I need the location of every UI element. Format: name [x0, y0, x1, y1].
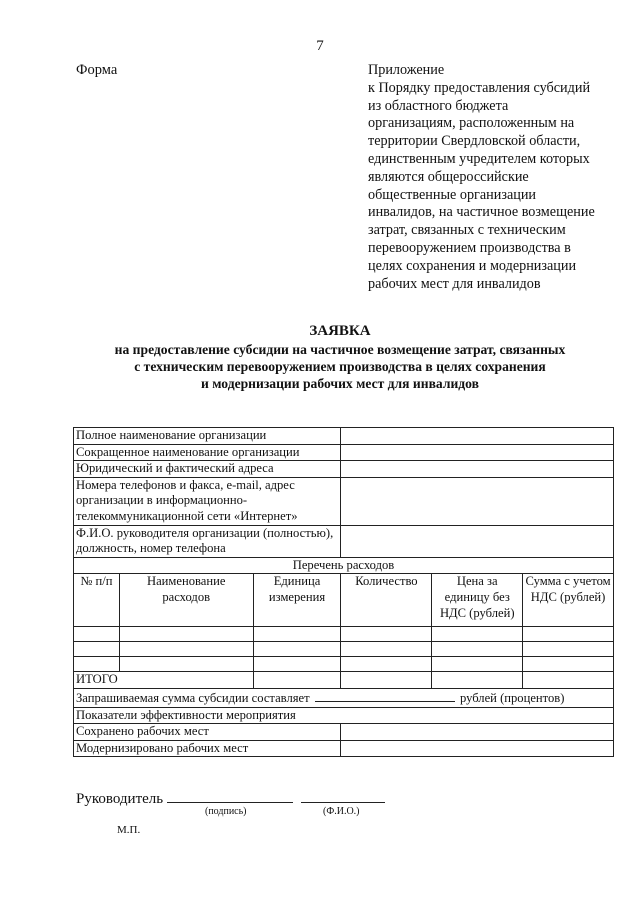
- indicator-value-cell[interactable]: [341, 724, 614, 741]
- appendix-line: целях сохранения и модернизации: [368, 257, 577, 274]
- table-cell[interactable]: [74, 627, 120, 642]
- requested-amount-unit: рублей (процентов): [459, 690, 565, 705]
- info-label: Ф.И.О. руководителя организации (полностью), должность, номер телефона: [74, 525, 341, 557]
- appendix-line: перевооружением производства в: [368, 239, 571, 256]
- table-cell[interactable]: [253, 672, 341, 689]
- table-cell[interactable]: [119, 627, 253, 642]
- indicator-value-cell[interactable]: [341, 740, 614, 757]
- appendix-line: из областного бюджета: [368, 97, 509, 114]
- requested-amount-row: [74, 688, 614, 707]
- table-row: [74, 724, 614, 741]
- info-value-cell[interactable]: [341, 525, 614, 557]
- column-header: Цена за единицу без НДС (рублей): [432, 574, 523, 627]
- signature-field[interactable]: [167, 788, 293, 803]
- table-cell[interactable]: [253, 657, 341, 672]
- table-row: [74, 657, 614, 672]
- appendix-line: территории Свердловской области,: [368, 133, 581, 150]
- title-sub-line: на предоставление субсидии на частичное возмещение затрат, связанных: [114, 342, 566, 357]
- table-cell[interactable]: [74, 657, 120, 672]
- table-cell[interactable]: [341, 627, 432, 642]
- table-row: [74, 707, 614, 724]
- title-sub-line: и модернизации рабочих мест для инвалидов: [200, 376, 479, 392]
- table-header-row: [74, 574, 614, 627]
- table-row: [74, 740, 614, 757]
- appendix-line: Приложение: [368, 62, 445, 78]
- table-cell[interactable]: [432, 657, 523, 672]
- column-header: Сумма с учетом НДС (рублей): [523, 574, 614, 627]
- signature-line: [76, 788, 385, 808]
- info-label: Номера телефонов и факса, e-mail, адрес организации в информационно-телекоммуникационной сети «Интернет»: [74, 477, 341, 525]
- info-value-cell[interactable]: [341, 461, 614, 478]
- table-cell[interactable]: [119, 642, 253, 657]
- info-value-cell[interactable]: [341, 477, 614, 525]
- table-cell[interactable]: [523, 642, 614, 657]
- column-header: № п/п: [74, 574, 120, 627]
- title-subtitle: [60, 341, 620, 393]
- table-row: [74, 557, 614, 574]
- table-row: [74, 525, 614, 557]
- table-cell[interactable]: [432, 627, 523, 642]
- seal-mark: М.П.: [117, 824, 141, 836]
- table-cell[interactable]: [523, 657, 614, 672]
- total-row: [74, 672, 614, 689]
- table-row: [74, 428, 614, 445]
- table-cell[interactable]: [523, 672, 614, 689]
- info-value-cell[interactable]: [341, 444, 614, 461]
- column-header: Наименование расходов: [119, 574, 253, 627]
- info-label: Сокращенное наименование организации: [74, 444, 341, 461]
- name-field[interactable]: [301, 788, 385, 803]
- indicator-label: Сохранено рабочих мест: [74, 724, 341, 741]
- appendix-line: рабочих мест для инвалидов: [368, 275, 541, 292]
- info-label: Полное наименование организации: [74, 428, 341, 445]
- signature-caption: (подпись): [205, 806, 247, 817]
- table-cell[interactable]: [253, 627, 341, 642]
- table-cell[interactable]: [341, 642, 432, 657]
- info-label: Юридический и фактический адреса: [74, 461, 341, 478]
- title-main: ЗАЯВКА: [309, 323, 371, 339]
- appendix-line: к Порядку предоставления субсидий: [368, 79, 591, 96]
- requested-amount-cell: [74, 688, 614, 707]
- requested-amount-blank[interactable]: [315, 689, 455, 702]
- table-row: [74, 444, 614, 461]
- table-row: [74, 477, 614, 525]
- document-title: [60, 322, 620, 393]
- table-cell[interactable]: [119, 657, 253, 672]
- appendix-line: являются общероссийские: [368, 168, 529, 185]
- table-row: [74, 627, 614, 642]
- table-cell[interactable]: [432, 672, 523, 689]
- appendix-note: [368, 62, 630, 293]
- title-sub-line: с техническим перевооружением производства в целях сохранения: [134, 359, 546, 375]
- column-header: Единица измерения: [253, 574, 341, 627]
- table-cell[interactable]: [341, 672, 432, 689]
- table-cell[interactable]: [341, 657, 432, 672]
- requested-amount-label: Запрашиваемая сумма субсидии составляет: [76, 690, 310, 705]
- table-cell[interactable]: [74, 642, 120, 657]
- total-label: ИТОГО: [74, 672, 254, 689]
- indicator-label: Модернизировано рабочих мест: [74, 740, 341, 757]
- appendix-line: затрат, связанных с техническим: [368, 222, 566, 239]
- table-cell[interactable]: [523, 627, 614, 642]
- table-row: [74, 461, 614, 478]
- name-caption: (Ф.И.О.): [323, 806, 360, 817]
- appendix-line: единственным учредителем которых: [368, 150, 590, 167]
- appendix-line: общественные организации: [368, 186, 537, 203]
- table-row: [74, 642, 614, 657]
- page-number: 7: [316, 38, 324, 54]
- signature-label: Руководитель: [76, 791, 164, 807]
- expenses-title: Перечень расходов: [74, 557, 614, 574]
- application-table: [73, 427, 614, 757]
- info-value-cell[interactable]: [341, 428, 614, 445]
- appendix-line: инвалидов, на частичное возмещение: [368, 204, 595, 221]
- indicators-label: Показатели эффективности мероприятия: [74, 707, 614, 724]
- appendix-line: организациям, расположенным на: [368, 115, 575, 132]
- table-cell[interactable]: [253, 642, 341, 657]
- form-label: Форма: [76, 62, 118, 78]
- table-cell[interactable]: [432, 642, 523, 657]
- column-header: Количество: [341, 574, 432, 627]
